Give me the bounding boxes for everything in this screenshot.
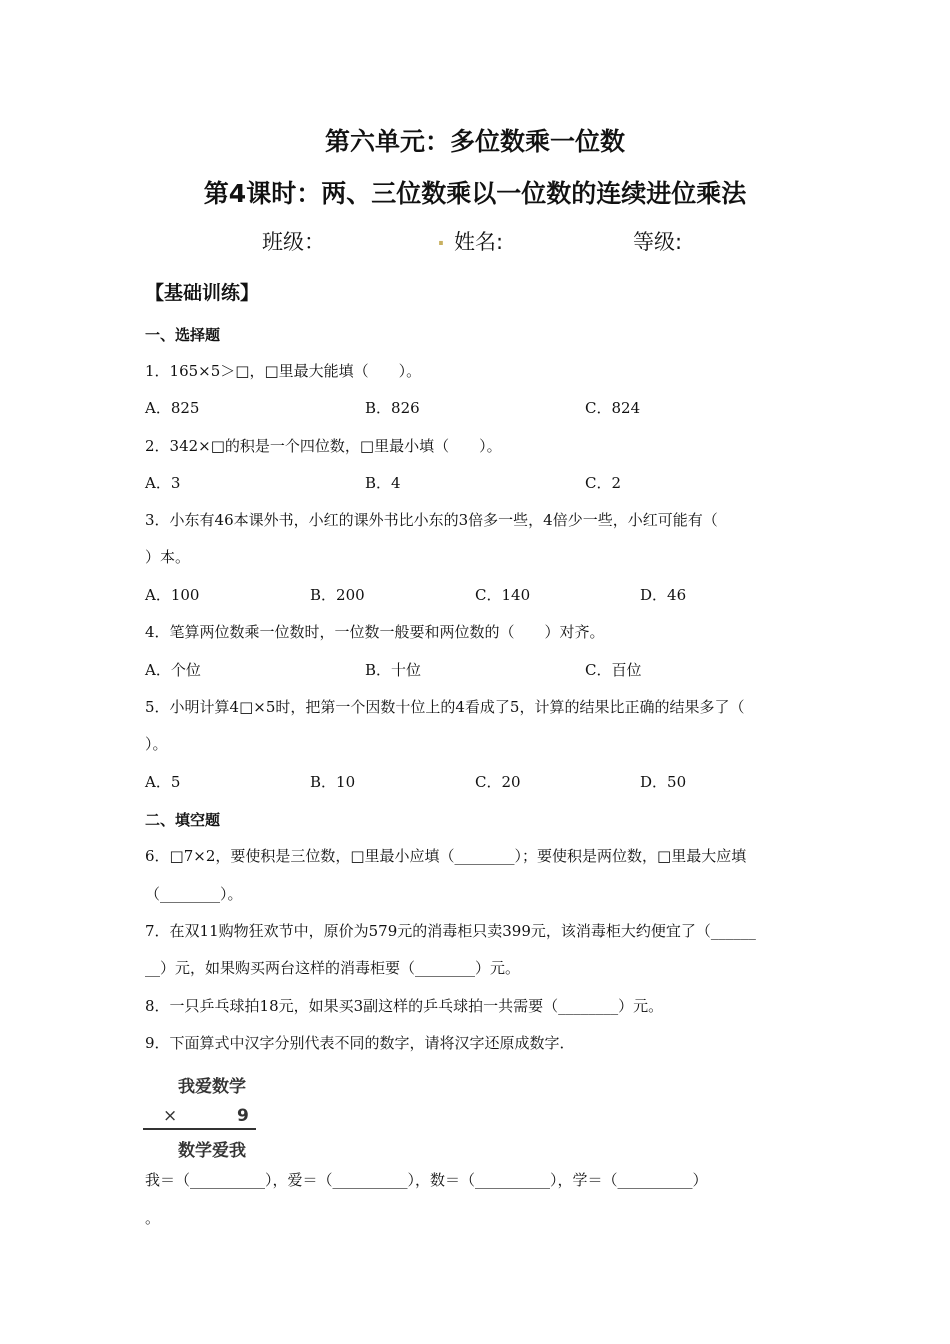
q3-option-a: A．100	[145, 586, 200, 604]
question-9: 9．下面算式中汉字分别代表不同的数字，请将汉字还原成数字．	[145, 1034, 575, 1052]
q1-option-b: B．826	[365, 399, 420, 417]
multiplier-nine: 9	[237, 1106, 249, 1126]
section-fill: 二、填空题	[145, 811, 221, 829]
student-info-line	[0, 226, 950, 256]
q2-option-b: B．4	[365, 474, 401, 492]
q4-option-a: A．个位	[145, 661, 201, 679]
question-9-answer: 我＝（__________），爱＝（__________），数＝（__________），学＝（__________）	[145, 1171, 708, 1189]
q5-option-d: D．50	[640, 773, 687, 791]
vertical-multiplicand: 我爱数学	[178, 1077, 246, 1097]
section-choice: 一、选择题	[145, 326, 221, 344]
question-3-line2: ）本。	[145, 548, 191, 566]
times-sign: ×	[163, 1106, 178, 1126]
q2-option-a: A．3	[145, 474, 181, 492]
vertical-rule	[143, 1128, 256, 1130]
question-6-line1: 6．□7×2，要使积是三位数，□里最小应填（________）；要使积是两位数，□里最大应填	[145, 847, 747, 865]
question-8: 8．一只乒乓球拍18元，如果买3副这样的乒乓球拍一共需要（________）元。	[145, 997, 664, 1015]
q3-option-b: B．200	[310, 586, 365, 604]
question-3-line1: 3．小东有46本课外书，小红的课外书比小东的3倍多一些，4倍少一些，小红可能有（	[145, 511, 718, 529]
question-5-line1: 5．小明计算4□×5时，把第一个因数十位上的4看成了5，计算的结果比正确的结果多了（	[145, 698, 745, 716]
q4-option-c: C．百位	[585, 661, 642, 679]
section-basic-training: 【基础训练】	[145, 282, 260, 304]
q5-option-b: B．10	[310, 773, 356, 791]
q4-option-b: B．十位	[365, 661, 422, 679]
q5-option-a: A．5	[145, 773, 181, 791]
question-2: 2．342×□的积是一个四位数，□里最小填（ ）。	[145, 437, 502, 455]
class-label: 班级：	[262, 230, 325, 254]
separator-dot: .	[437, 226, 445, 250]
q3-option-c: C．140	[475, 586, 531, 604]
question-4: 4．笔算两位数乘一位数时，一位数一般要和两位数的（ ）对齐。	[145, 623, 605, 641]
vertical-product: 数学爱我	[178, 1141, 246, 1161]
unit-title: 第六单元：多位数乘一位数	[324, 127, 625, 156]
question-6-line2: （________）。	[145, 885, 243, 903]
question-7-line1: 7．在双11购物狂欢节中，原价为579元的消毒柜只卖399元，该消毒柜大约便宜了（______	[145, 922, 756, 940]
question-9-end: 。	[145, 1209, 161, 1227]
name-label: 姓名:	[454, 230, 504, 254]
q2-option-c: C．2	[585, 474, 622, 492]
q1-option-c: C．824	[585, 399, 641, 417]
q1-option-a: A．825	[145, 399, 200, 417]
question-5-line2: ）。	[145, 735, 168, 753]
q3-option-d: D．46	[640, 586, 687, 604]
question-7-line2: __）元，如果购买两台这样的消毒柜要（________）元。	[145, 959, 521, 977]
lesson-title: 第4课时：两、三位数乘以一位数的连续进位乘法	[203, 179, 747, 208]
q5-option-c: C．20	[475, 773, 521, 791]
grade-label: 等级:	[633, 230, 683, 254]
question-1: 1．165×5＞□，□里最大能填（ ）。	[145, 362, 422, 380]
